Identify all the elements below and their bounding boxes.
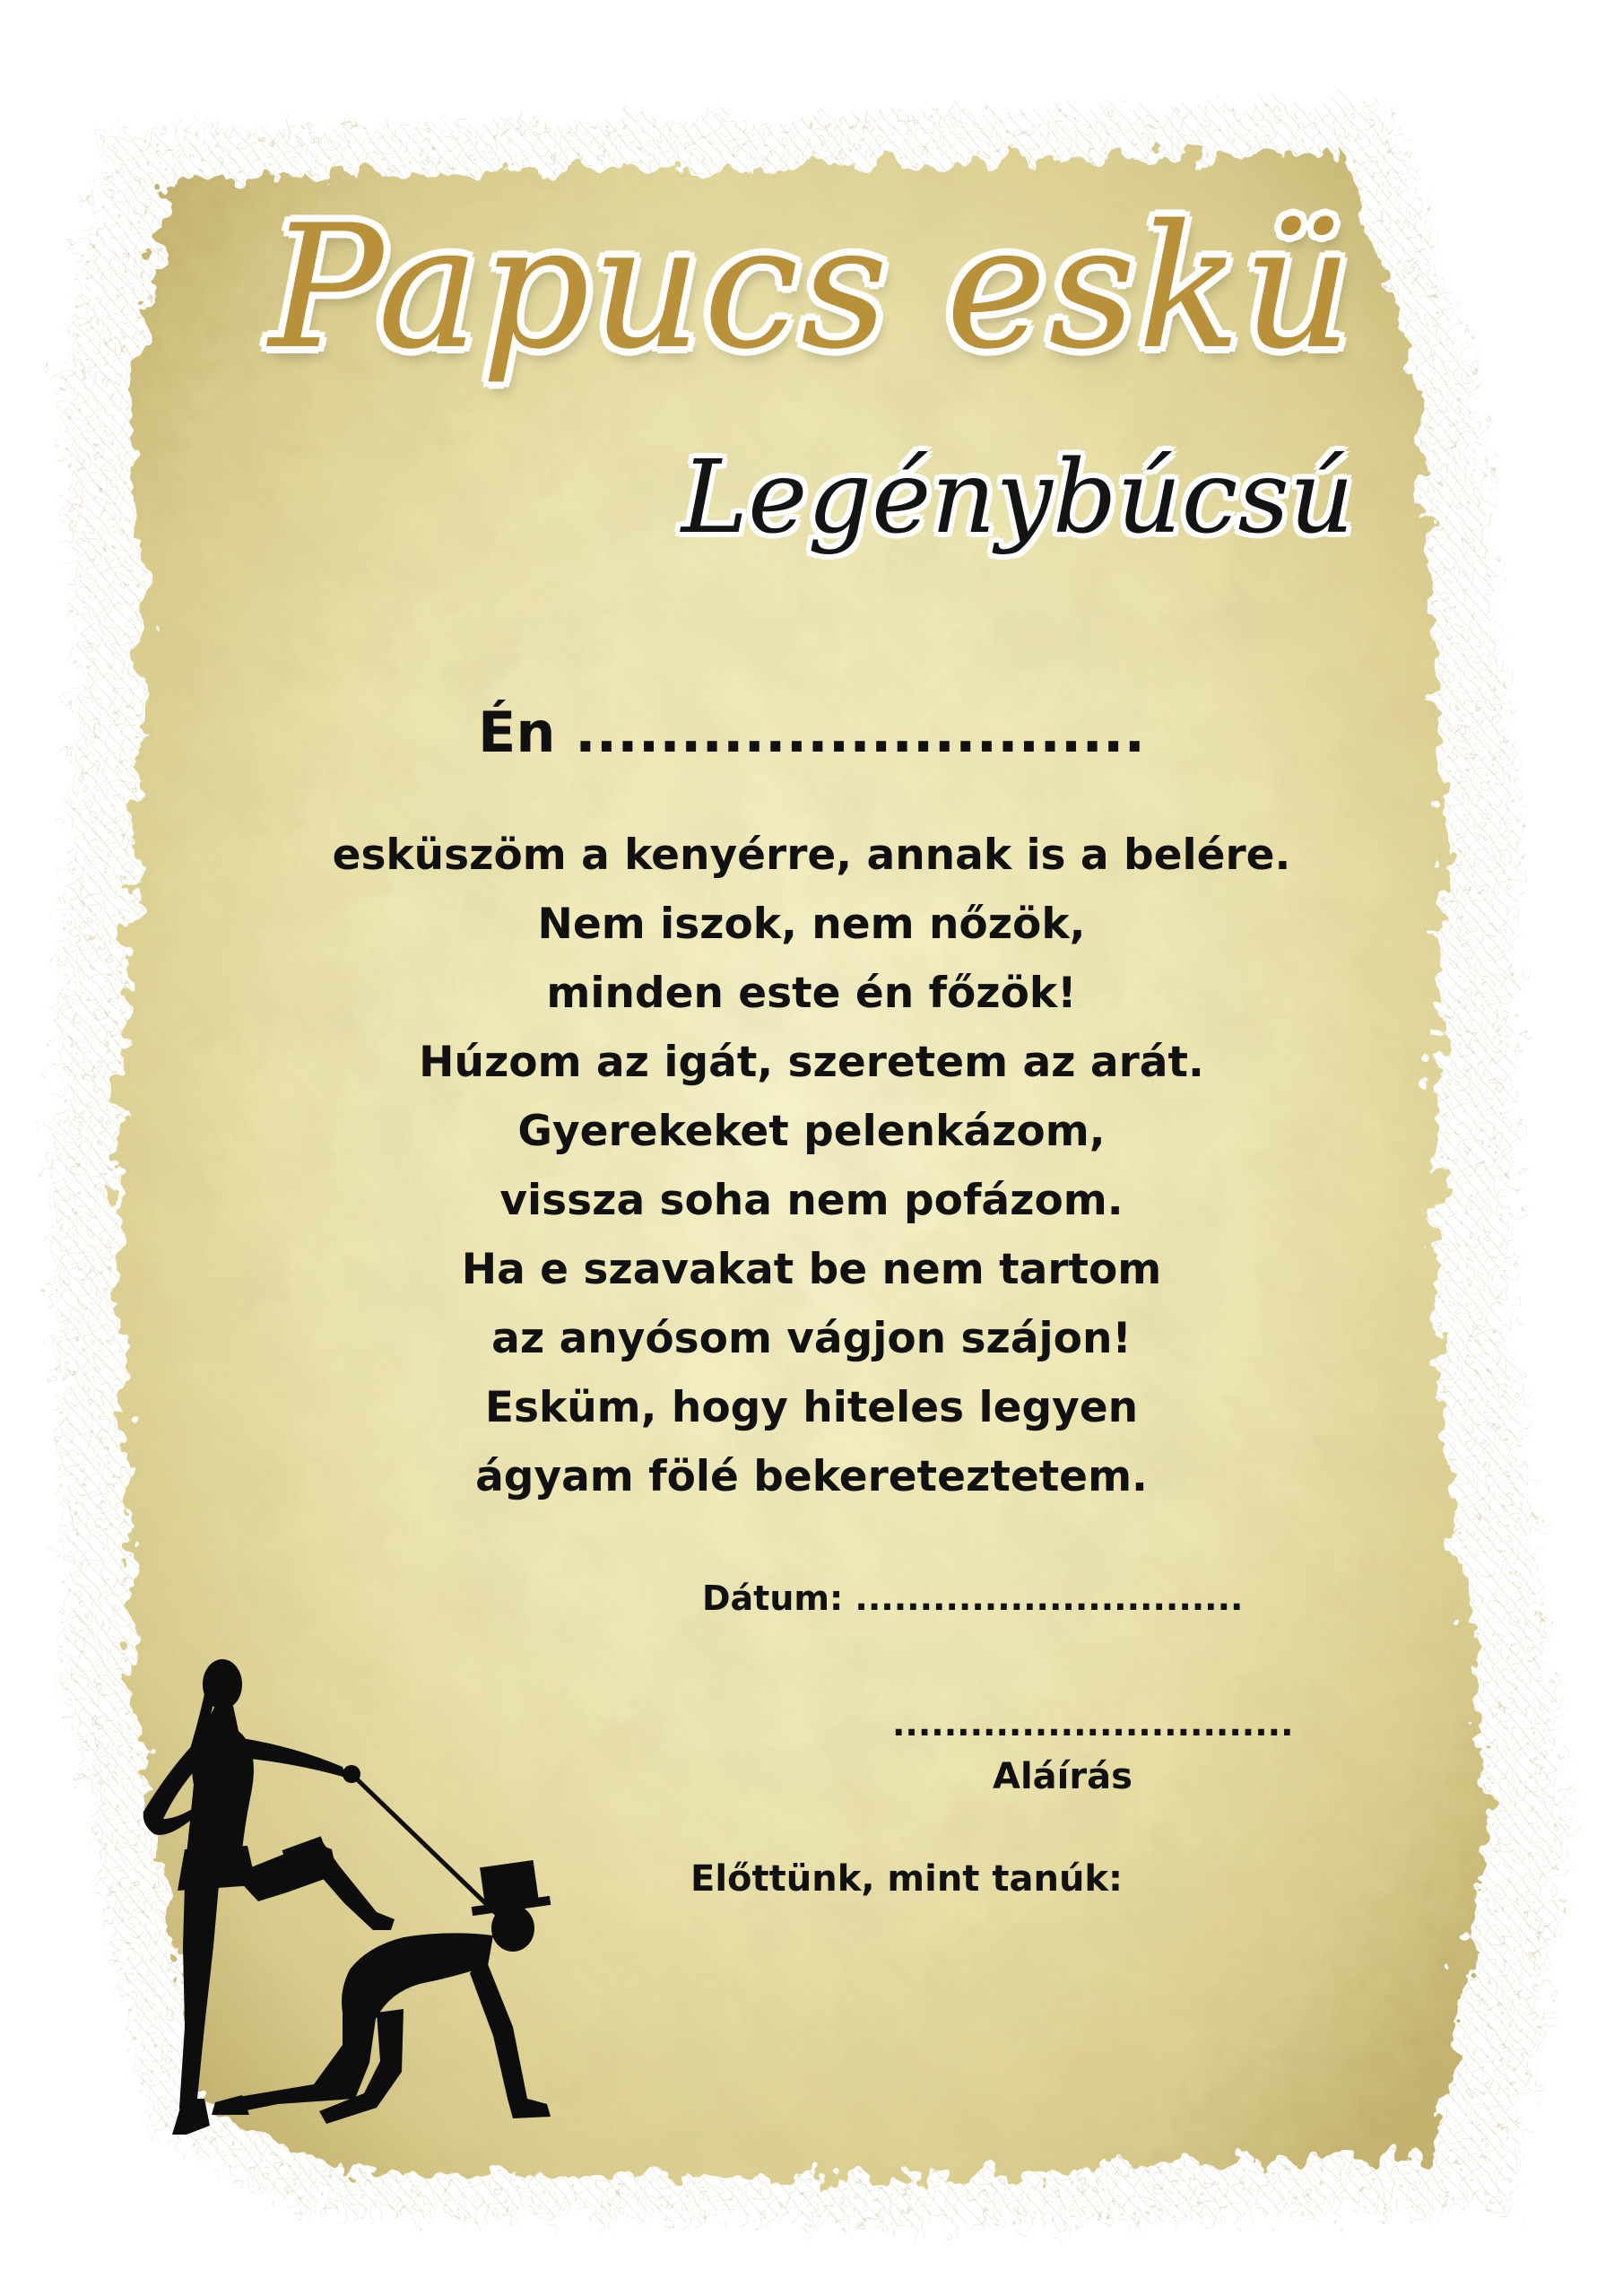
oath-line: Húzom az igát, szeretem az arát. xyxy=(419,1038,1204,1087)
signature-label: Aláírás xyxy=(993,1756,1133,1797)
oath-line: minden este én főzök! xyxy=(546,969,1077,1018)
date-field-line: Dátum: .............................. xyxy=(702,1578,1244,1618)
oath-line: Nem iszok, nem nőzök, xyxy=(537,900,1086,949)
oath-line: az anyósom vágjon szájon! xyxy=(491,1314,1132,1363)
signature-field-line: ............................... xyxy=(892,1704,1294,1744)
witness-label: Előttünk, mint tanúk: xyxy=(690,1858,1124,1900)
dominatrix-silhouette-icon xyxy=(108,1650,574,2152)
oath-text xyxy=(179,821,1444,1511)
certificate-subtitle: Legénybúcsú xyxy=(681,439,1354,556)
oath-line: Gyerekeket pelenkázom, xyxy=(517,1107,1106,1156)
oath-line: vissza soha nem pofázom. xyxy=(499,1176,1124,1225)
oath-line: esküszöm a kenyérre, annak is a belére. xyxy=(332,831,1291,880)
oath-line: ágyam fölé bekereteztetem. xyxy=(475,1452,1148,1501)
oath-line: Esküm, hogy hiteles legyen xyxy=(484,1383,1139,1432)
certificate-title: Papucs eskü xyxy=(268,188,1355,387)
oath-line: Ha e szavakat be nem tartom xyxy=(461,1245,1162,1294)
name-field-line: Én ........................... xyxy=(478,700,1145,765)
